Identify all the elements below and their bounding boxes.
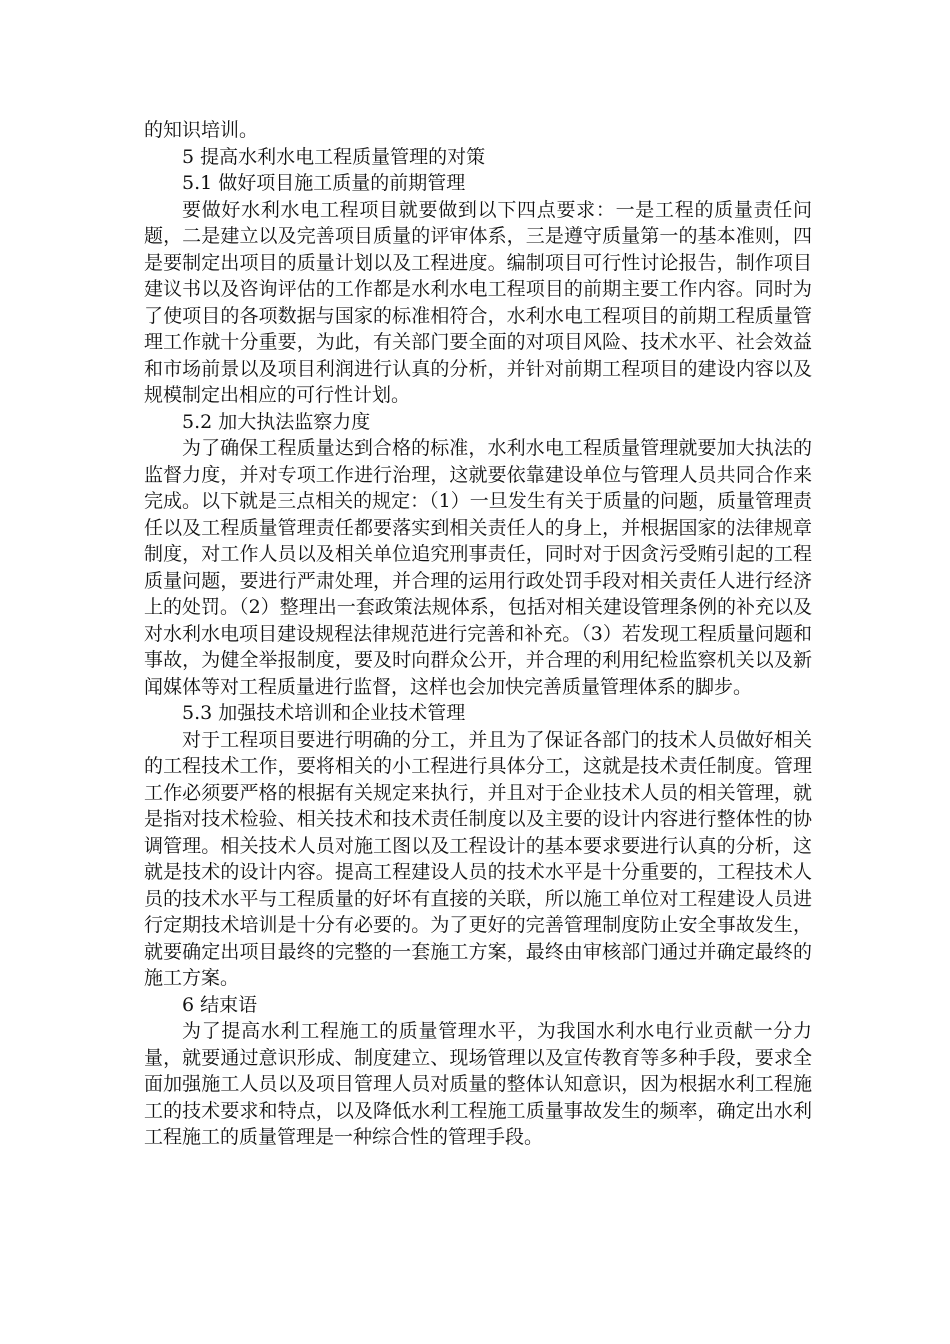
paragraph-continuation: 的知识培训。	[144, 119, 259, 141]
section-heading-6: 6 结束语	[182, 993, 258, 1016]
section-heading-5-3: 5.3 加强技术培训和企业技术管理	[182, 702, 466, 724]
body-paragraph-6: 为了提高水利工程施工的质量管理水平，为我国水利水电行业贡献一分力量，就要通过意识形成、制度建立、现场管理以及宣传教育等多种手段，要求全面加强施工人员以及项目管理人员对质量的整体认知意识，因为根据水利工程施工的技术要求和特点，以及降低水利工程施工质量事故发生的频率，确定出水利工程施工的质量管理是一种综合性的管理手段。	[144, 1020, 812, 1148]
document-page	[144, 117, 812, 1151]
body-paragraph-5-3: 对于工程项目要进行明确的分工，并且为了保证各部门的技术人员做好相关的工程技术工作，要将相关的小工程进行具体分工，这就是技术责任制度。管理工作必须要严格的根据有关规定来执行，并且对于企业技术人员的相关管理，就是指对技术检验、相关技术和技术责任制度以及主要的设计内容进行整体性的协调管理。相关技术人员对施工图以及工程设计的基本要求要进行认真的分析，这就是技术的设计内容。提高工程建设人员的技术水平是十分重要的，工程技术人员的技术水平与工程质量的好坏有直接的关联，所以施工单位对工程建设人员进行定期技术培训是十分有必要的。为了更好的完善管理制度防止安全事故发生，就要确定出项目最终的完整的一套施工方案，最终由审核部门通过并确定最终的施工方案。	[144, 728, 812, 989]
body-paragraph-5-2: 为了确保工程质量达到合格的标准，水利水电工程质量管理就要加大执法的监督力度，并对专项工作进行治理，这就要依靠建设单位与管理人员共同合作来完成。以下就是三点相关的规定：（1）一旦发生有关于质量的问题，质量管理责任以及工程质量管理责任都要落实到相关责任人的身上，并根据国家的法律规章制度，对工作人员以及相关单位追究刑事责任，同时对于因贪污受贿引起的工程质量问题，要进行严肃处理，并合理的运用行政处罚手段对相关责任人进行经济上的处罚。（2）整理出一套政策法规体系，包括对相关建设管理条例的补充以及对水利水电项目建设规程法律规范进行完善和补充。（3）若发现工程质量问题和事故，为健全举报制度，要及时向群众公开，并合理的利用纪检监察机关以及新闻媒体等对工程质量进行监督，这样也会加快完善质量管理体系的脚步。	[144, 437, 812, 698]
body-paragraph-5-1: 要做好水利水电工程项目就要做到以下四点要求：一是工程的质量责任问题，二是建立以及完善项目质量的评审体系，三是遵守质量第一的基本准则，四是要制定出项目的质量计划以及工程进度。编制项目可行性讨论报告，制作项目建议书以及咨询评估的工作都是水利水电工程项目的前期主要工作内容。同时为了使项目的各项数据与国家的标准相符合，水利水电工程项目的前期工程质量管理工作就十分重要，为此，有关部门要全面的对项目风险、技术水平、社会效益和市场前景以及项目利润进行认真的分析，并针对前期工程项目的建设内容以及规模制定出相应的可行性计划。	[144, 198, 812, 406]
section-heading-5-1: 5.1 做好项目施工质量的前期管理	[182, 172, 466, 194]
section-heading-5: 5 提高水利水电工程质量管理的对策	[182, 145, 486, 168]
section-heading-5-2: 5.2 加大执法监察力度	[182, 410, 371, 433]
